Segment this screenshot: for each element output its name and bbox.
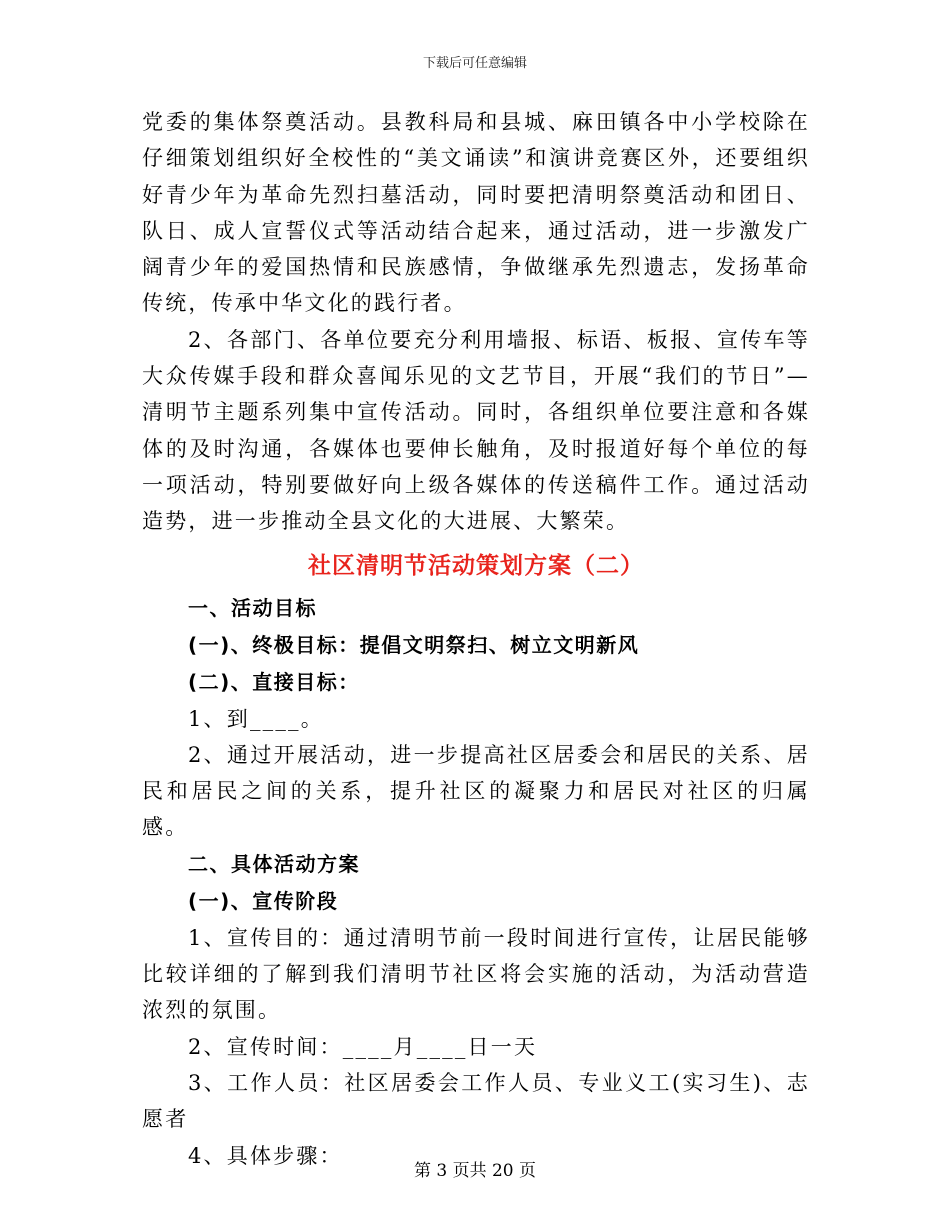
page-header: 下载后可任意编辑 xyxy=(422,56,527,71)
paragraph: 2、通过开展活动，进一步提高社区居委会和居民的关系、居民和居民之间的关系，提升社区的凝聚力和居民对社区的归属感。 xyxy=(142,742,810,840)
paragraph: 2、各部门、各单位要充分利用墙报、标语、板报、宣传车等大众传媒手段和群众喜闻乐见的文艺节目，开展“我们的节日”—清明节主题系列集中宣传活动。同时，各组织单位要注意和各媒体的及时沟通，各媒体也要伸长触角，及时报道好每个单位的每一项活动，特别要做好向上级各媒体的传送稿件工作。通过活动造势，进一步推动全县文化的大进展、大繁荣。 xyxy=(142,327,810,534)
heading: (一)、终极目标：提倡文明祭扫、树立文明新风 xyxy=(188,632,640,657)
paragraph: 1、宣传目的：通过清明节前一段时间进行宣传，让居民能够比较详细的了解到我们清明节社区将会实施的活动，为活动营造浓烈的氛围。 xyxy=(142,925,810,1023)
document-body xyxy=(142,104,810,1174)
paragraph: 2、宣传时间：____月____日一天 xyxy=(188,1034,538,1059)
page-footer: 第 3 页共 20 页 xyxy=(413,1161,537,1181)
heading: (二)、直接目标： xyxy=(188,669,360,694)
paragraph: 4、具体步骤： xyxy=(188,1143,343,1168)
paragraph: 党委的集体祭奠活动。县教科局和县城、麻田镇各中小学校除在仔细策划组织好全校性的“美文诵读”和演讲竞赛区外，还要组织好青少年为革命先烈扫墓活动，同时要把清明祭奠活动和团日、队日、成人宣誓仪式等活动结合起来，通过活动，进一步激发广阔青少年的爱国热情和民族感情，争做继承先烈遗志，发扬革命传统，传承中华文化的践行者。 xyxy=(142,110,810,316)
paragraph: 1、到____。 xyxy=(188,706,324,731)
paragraph: 3、工作人员：社区居委会工作人员、专业义工(实习生)、志愿者 xyxy=(142,1070,810,1132)
section-title: 社区清明节活动策划方案（二） xyxy=(308,552,644,579)
heading: (一)、宣传阶段 xyxy=(188,888,339,913)
heading: 一、活动目标 xyxy=(188,595,317,620)
heading: 二、具体活动方案 xyxy=(188,851,360,876)
